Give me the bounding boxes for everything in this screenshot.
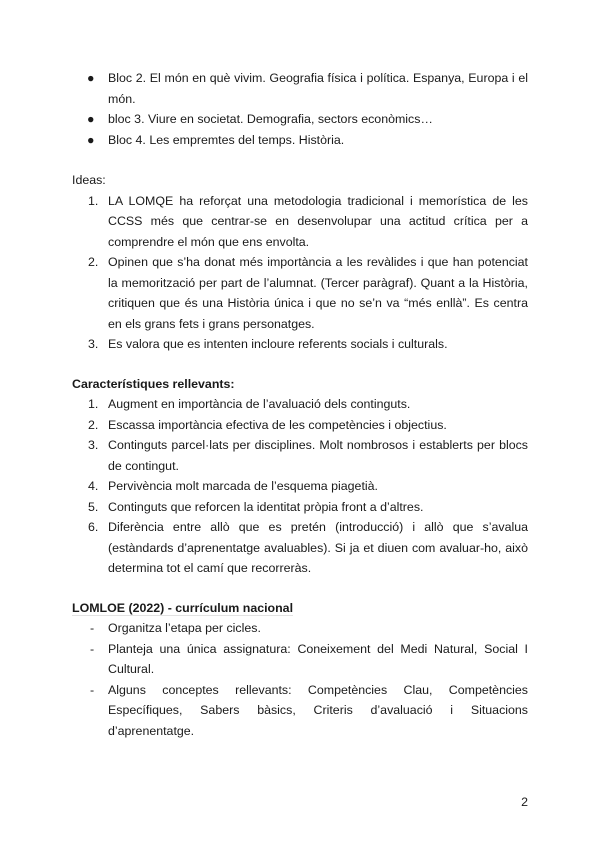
bullet-icon: ● (87, 71, 95, 85)
list-number: 5. (88, 499, 99, 514)
list-item: 3. Continguts parcel·lats per disciplines. Molt nombrosos i establerts per blocs de contingut. (72, 435, 528, 476)
list-item: - Alguns conceptes rellevants: Competències Clau, Competències Específiques, Sabers bàsics, Criteris d’avaluació i Situacions d’aprenentatge. (72, 680, 528, 742)
bullet-icon: ● (87, 132, 95, 147)
list-number: 2. (88, 417, 99, 432)
ideas-label: Ideas: (72, 173, 106, 187)
list-number: 1. (88, 193, 99, 208)
list-item: 1. LA LOMQE ha reforçat una metodologia tradicional i memorística de les CCSS més que centrar-se en desenvolupar una actitud crítica per a comprendre el món que ens envolta. (72, 191, 528, 253)
characteristics-list (72, 394, 528, 579)
list-item: ● Bloc 4. Les empremtes del temps. Història. (72, 130, 528, 151)
list-item: - Planteja una única assignatura: Coneixement del Medi Natural, Social I Cultural. (72, 639, 528, 680)
list-number: 4. (88, 479, 99, 493)
bloc-list (72, 68, 528, 150)
list-number: 6. (88, 520, 99, 534)
list-number: 3. (88, 438, 99, 452)
dash-marker: - (90, 641, 95, 656)
list-item: 5. Continguts que reforcen la identitat pròpia front a d’altres. (72, 497, 528, 518)
ideas-list (72, 191, 528, 355)
list-item: 1. Augment en importància de l’avaluació dels continguts. (72, 394, 528, 415)
list-item: 4. Pervivència molt marcada de l’esquema piagetià. (72, 476, 528, 497)
lomloe-heading: LOMLOE (2022) - currículum nacional (72, 600, 294, 615)
list-item: 2. Opinen que s’ha donat més importància a les revàlides i que han potenciat la memorització per part de l’alumnat. (Tercer paràgraf). Quant a la Història, critiquen que és una Història única i que no se’n va “més enllà”. Es centra en els grans fets i grans personatges. (72, 252, 528, 334)
list-item: 2. Escassa importància efectiva de les competències i objectius. (72, 415, 528, 436)
dash-marker: - (90, 621, 95, 635)
list-item: - Organitza l’etapa per cicles. (72, 618, 528, 639)
list-item: 6. Diferència entre allò que es pretén (introducció) i allò que s’avalua (estàndards d’aprenentatge avaluables). Si ja et diuen com avaluar-ho, això determina tot el camí que recorreràs. (72, 517, 528, 579)
bullet-icon: ● (87, 112, 95, 126)
list-item: 3. Es valora que es intenten incloure referents socials i culturals. (72, 334, 528, 355)
characteristics-heading: Característiques rellevants: (72, 376, 235, 391)
dash-marker: - (90, 682, 95, 697)
lomloe-list (72, 618, 528, 741)
page-number: 2 (521, 795, 528, 809)
list-item: ● bloc 3. Viure en societat. Demografia, sectors econòmics… (72, 109, 528, 130)
list-number: 1. (88, 397, 99, 411)
list-number: 2. (88, 255, 99, 269)
list-item: ● Bloc 2. El món en què vivim. Geografia física i política. Espanya, Europa i el món. (72, 68, 528, 109)
list-number: 3. (88, 337, 99, 351)
page-content (72, 68, 528, 741)
